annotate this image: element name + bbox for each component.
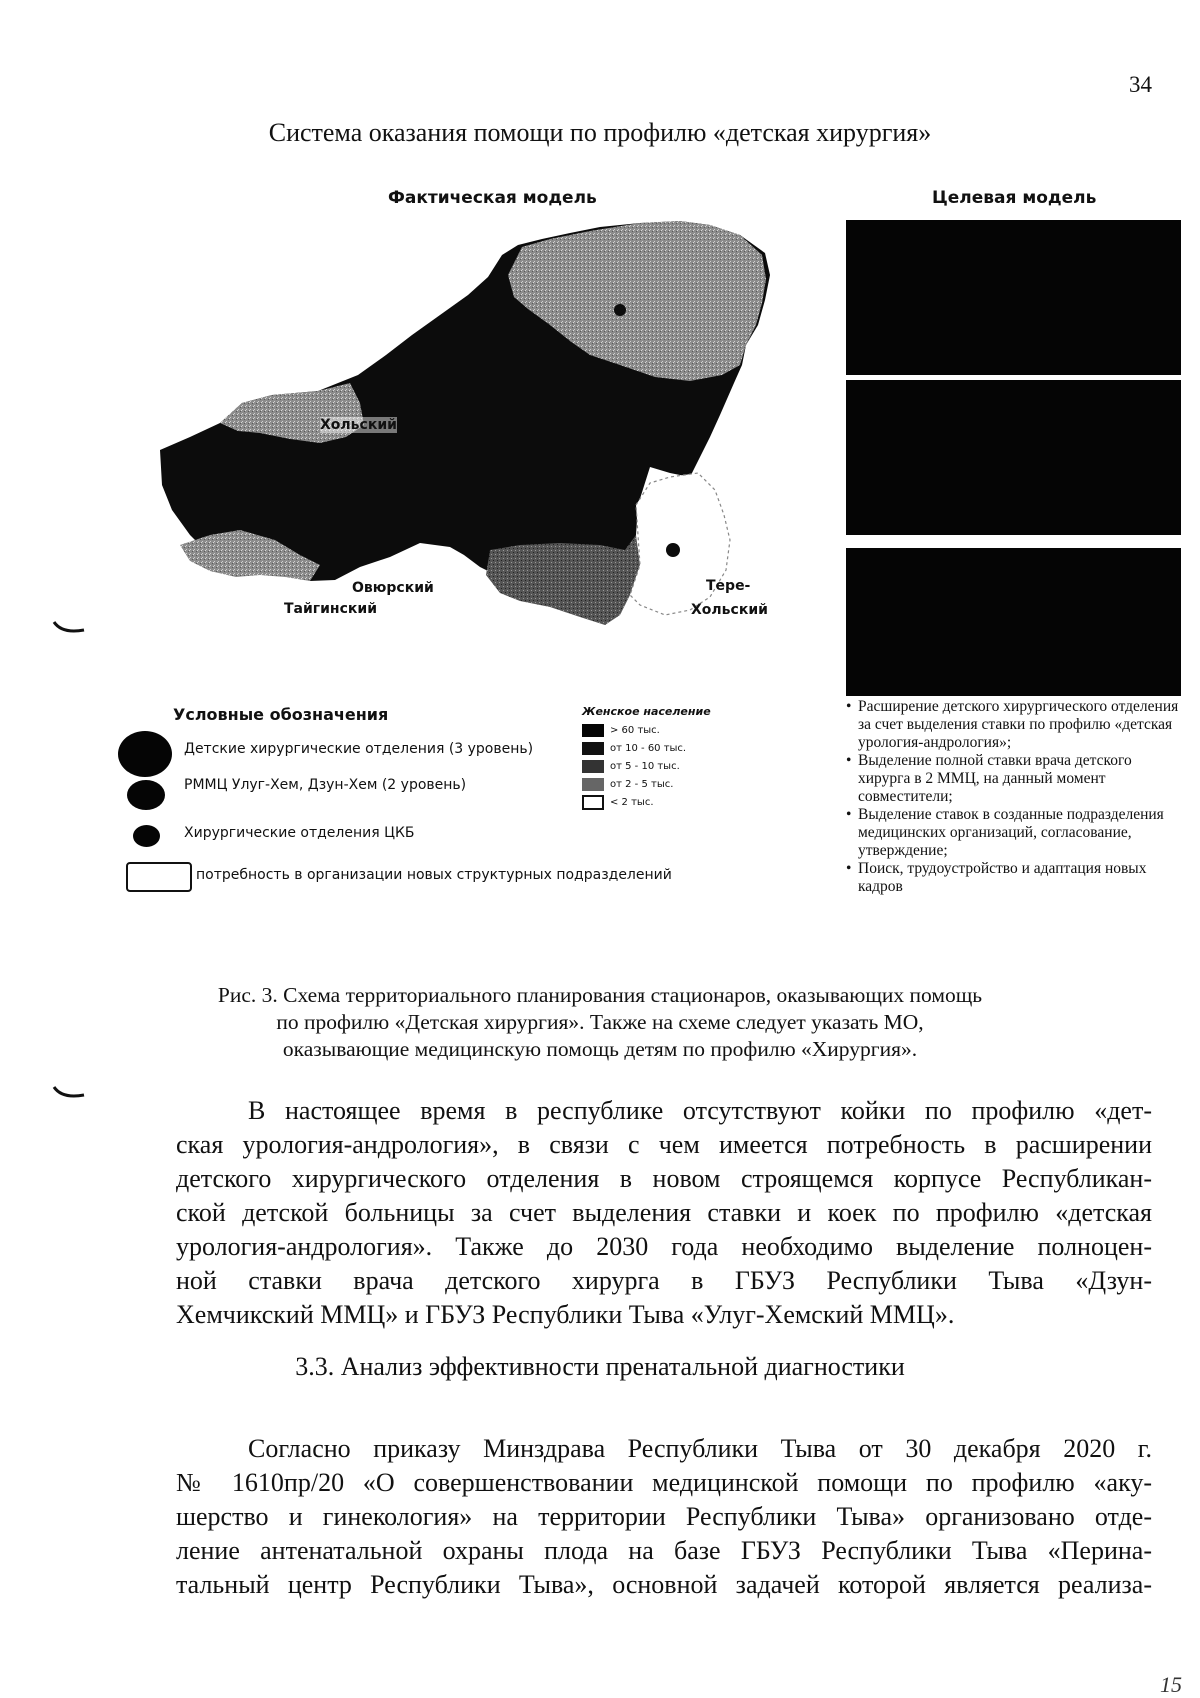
map-label-tere-kholsky: Хольский — [691, 602, 768, 618]
target-bullet-3: • Выделение ставок в созданные подразделения медицинских организаций, согласование, утверждение; — [846, 806, 1181, 860]
paragraph-2-line: ление антенатальной охраны плода на базе ГБУЗ Республики Тыва «Перина- — [176, 1536, 1152, 1565]
population-item-2: от 10 - 60 тыс. — [610, 743, 687, 754]
population-swatch-1 — [582, 724, 604, 737]
paragraph-1-line: ская урология-андрология», в связи с чем имеется потребность в расширении — [176, 1130, 1152, 1159]
paragraph-1-line: детского хирургического отделения в новом строящемся корпусе Республикан- — [176, 1164, 1152, 1193]
legend-symbol-outline-box — [126, 862, 192, 892]
map-south-district — [486, 535, 640, 625]
section-heading: 3.3. Анализ эффективности пренатальной диагностики — [295, 1352, 905, 1381]
region-map — [150, 205, 840, 695]
handwritten-corner-mark: 15 — [1160, 1672, 1182, 1697]
target-bullet-1: • Расширение детского хирургического отделения за счет выделения ставки по профилю «детская урология-андрология»; — [846, 698, 1181, 752]
figure-caption — [0, 982, 1200, 1063]
legend-title: Условные обозначения — [173, 705, 389, 724]
population-item-1: > 60 тыс. — [610, 725, 660, 736]
paragraph-2 — [176, 1432, 1152, 1602]
actual-model-title: Фактическая модель — [388, 188, 597, 208]
target-model-bullets — [846, 698, 1181, 896]
target-model-box-3 — [846, 548, 1181, 696]
legend-item-3-level: Детские хирургические отделения (3 уровень) — [184, 741, 534, 757]
map-label-kholsky: Хольский — [320, 417, 397, 433]
legend-symbol-small-circle — [133, 825, 160, 847]
paragraph-2-line: Согласно приказу Минздрава Республики Тыва от 30 декабря 2020 г. — [248, 1434, 1152, 1463]
map-marker-north — [614, 304, 626, 316]
caption-line-2: по профилю «Детская хирургия». Также на схеме следует указать МО, — [276, 1010, 924, 1034]
paragraph-1-line: ской детской больницы за счет выделения ставки и коек по профилю «детская — [176, 1198, 1152, 1227]
target-bullet-4: • Поиск, трудоустройство и адаптация новых кадров — [846, 860, 1181, 896]
target-model-title: Целевая модель — [932, 188, 1097, 208]
caption-line-1: Рис. 3. Схема территориального планирования стационаров, оказывающих помощь — [217, 983, 983, 1007]
legend-item-ckb: Хирургические отделения ЦКБ — [184, 825, 415, 841]
legend-item-2-level: РММЦ Улуг-Хем, Дзун-Хем (2 уровень) — [184, 777, 467, 793]
paragraph-1-line: ной ставки врача детского хирурга в ГБУЗ Республики Тыва «Дзун- — [176, 1266, 1152, 1295]
population-item-5: < 2 тыс. — [610, 797, 654, 808]
map-label-ovyursky: Овюрский — [352, 580, 434, 596]
margin-tick-mark-1 — [52, 618, 86, 638]
population-swatch-5 — [582, 795, 604, 810]
legend-item-new-units: потребность в организации новых структурных подразделений — [196, 867, 672, 883]
population-item-4: от 2 - 5 тыс. — [610, 779, 674, 790]
population-swatch-3 — [582, 760, 604, 773]
page-number: 34 — [1129, 72, 1152, 97]
legend-symbol-large-circle — [118, 731, 172, 777]
paragraph-2-line: № 1610пр/20 «О совершенствовании медицинской помощи по профилю «аку- — [176, 1468, 1152, 1497]
paragraph-1-line: В настоящее время в республике отсутствуют койки по профилю «дет- — [248, 1096, 1152, 1125]
target-model-box-2 — [846, 380, 1181, 535]
population-swatch-2 — [582, 742, 604, 755]
target-bullet-2: • Выделение полной ставки врача детского хирурга в 2 ММЦ, на данный момент совместители; — [846, 752, 1181, 806]
map-label-tere: Тере- — [706, 578, 751, 594]
population-swatch-4 — [582, 778, 604, 791]
paragraph-1-line: урология-андрология». Также до 2030 года необходимо выделение полноцен- — [176, 1232, 1152, 1261]
paragraph-1 — [176, 1094, 1152, 1332]
paragraph-1-line: Хемчикский ММЦ» и ГБУЗ Республики Тыва «Улуг-Хемский ММЦ». — [176, 1300, 955, 1329]
margin-tick-mark-2 — [52, 1083, 86, 1103]
legend-symbol-medium-circle — [127, 780, 165, 810]
paragraph-2-line: шерство и гинекология» на территории Республики Тыва» организовано отде- — [176, 1502, 1152, 1531]
paragraph-2-line: тальный центр Республики Тыва», основной задачей которой является реализа- — [176, 1570, 1152, 1599]
caption-line-3: оказывающие медицинскую помощь детям по профилю «Хирургия». — [282, 1037, 918, 1061]
population-item-3: от 5 - 10 тыс. — [610, 761, 680, 772]
map-marker-tere-kholsky — [666, 543, 680, 557]
target-model-box-1 — [846, 220, 1181, 375]
population-legend-title: Женское население — [582, 705, 711, 718]
document-title: Система оказания помощи по профилю «детская хирургия» — [268, 118, 932, 147]
map-label-tayginsky: Тайгинский — [284, 601, 378, 617]
